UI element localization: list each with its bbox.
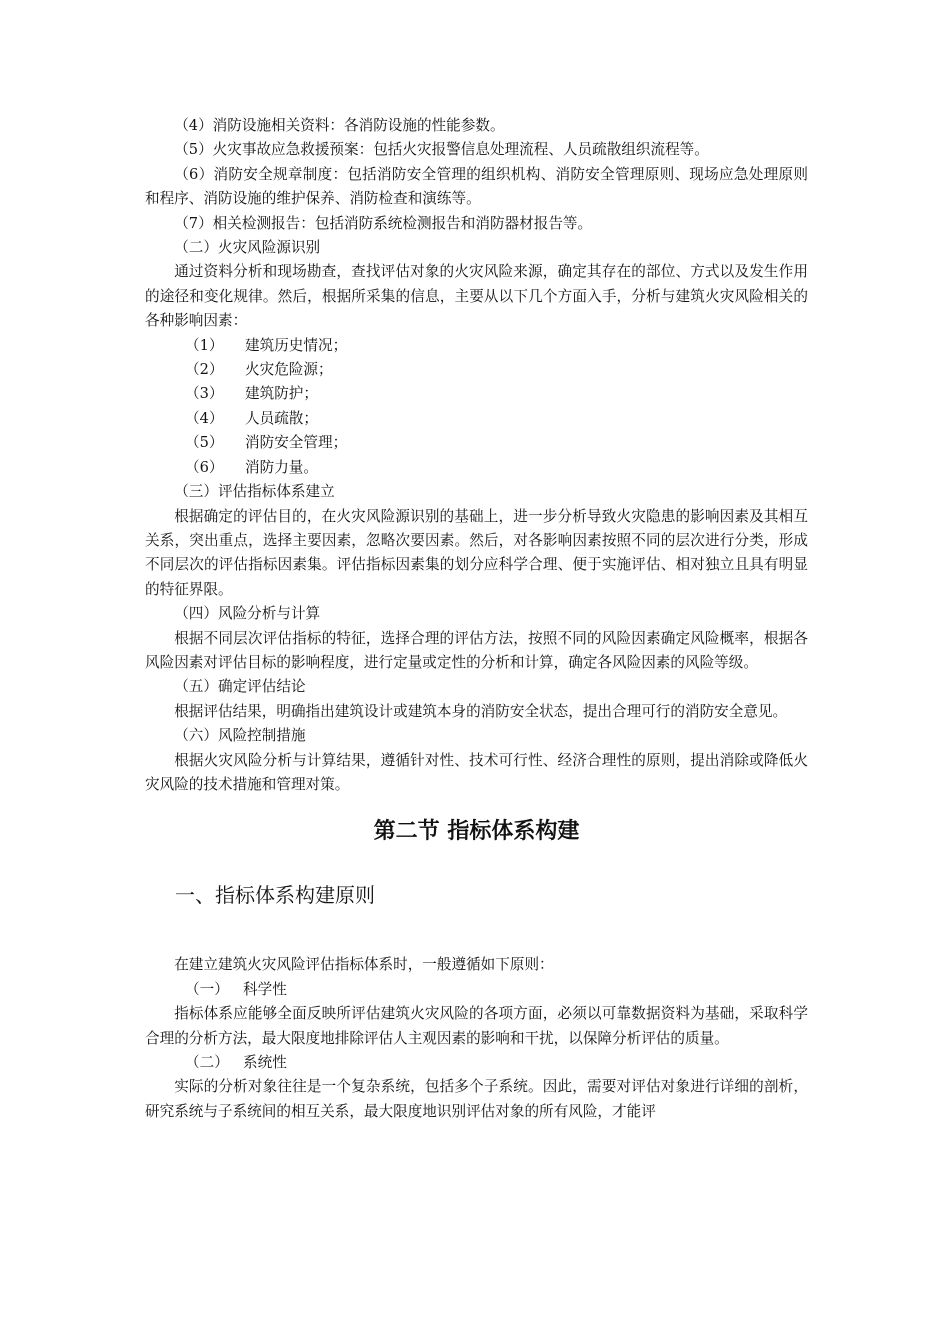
section-body-5: 根据评估结果，明确指出建筑设计或建筑本身的消防安全状态，提出合理可行的消防安全意见。 (174, 702, 788, 720)
paragraph-item-4: （4）消防设施相关资料：各消防设施的性能参数。 (174, 117, 505, 134)
list-item (145, 456, 808, 480)
section-heading-4: （四）风险分析与计算 (174, 605, 321, 623)
list-item-text: 人员疏散； (245, 409, 318, 427)
principle-title: 系统性 (243, 1054, 287, 1071)
principle-title: 科学性 (243, 980, 287, 998)
list-item (145, 382, 808, 406)
chapter-title: 第二节 指标体系构建 (373, 819, 580, 845)
spacer (145, 797, 808, 817)
paragraph-item-5: （5）火灾事故应急救援预案：包括火灾报警信息处理流程、人员疏散组织流程等。 (174, 141, 709, 159)
section-heading-3: （三）评估指标体系建立 (174, 483, 335, 501)
spacer (145, 847, 808, 881)
list-item (145, 407, 808, 431)
principle-number: （二） (185, 1054, 229, 1071)
list-item-number: （6） (185, 458, 224, 476)
section-body-4: 根据不同层次评估指标的特征，选择合理的评估方法，按照不同的风险因素确定风险概率，根据各风险因素对评估目标的影响程度，进行定量或定性的分析和计算，确定各风险因素的风险等级。 (145, 629, 808, 671)
principle-heading-2 (145, 1051, 808, 1075)
list-item-number: （3） (185, 385, 224, 403)
principle-body-2: 实际的分析对象往往是一个复杂系统，包括多个子系统。因此，需要对评估对象进行详细的剖析，研究系统与子系统间的相互关系，最大限度地识别评估对象的所有风险，才能评 (145, 1078, 808, 1120)
paragraph-item-6: （6）消防安全规章制度：包括消防安全管理的组织机构、消防安全管理原则、现场应急处理原则和程序、消防设施的维护保养、消防检查和演练等。 (145, 165, 808, 208)
list-item-number: （1） (185, 336, 224, 354)
principle-body-1: 指标体系应能够全面反映所评估建筑火灾风险的各项方面，必须以可靠数据资料为基础，采取科学合理的分析方法，最大限度地排除评估人主观因素的影响和干扰，以保障分析评估的质量。 (145, 1005, 808, 1047)
spacer (145, 909, 808, 953)
subsection-title: 一、指标体系构建原则 (175, 883, 375, 908)
section-body-6: 根据火灾风险分析与计算结果，遵循针对性、技术可行性、经济合理性的原则，提出消除或降低火灾风险的技术措施和管理对策。 (145, 751, 808, 793)
principle-heading-1 (145, 978, 808, 1002)
principle-number: （一） (185, 980, 229, 998)
paragraph-item-7: （7）相关检测报告：包括消防系统检测报告和消防器材报告等。 (174, 214, 593, 232)
list-item-number: （4） (185, 409, 224, 427)
document-page (145, 114, 808, 1124)
section-heading-5: （五）确定评估结论 (174, 678, 306, 696)
list-item-text: 消防安全管理； (245, 434, 348, 452)
list-item (145, 334, 808, 358)
list-item-number: （5） (185, 434, 224, 452)
list-item-text: 消防力量。 (245, 458, 318, 476)
list-item-text: 建筑历史情况； (245, 336, 348, 354)
list-item-number: （2） (185, 361, 224, 379)
list-item (145, 431, 808, 455)
list-item (145, 358, 808, 382)
section-body-3: 根据确定的评估目的，在火灾风险源识别的基础上，进一步分析导致火灾隐患的影响因素及其相互关系，突出重点，选择主要因素，忽略次要因素。然后，对各影响因素按照不同的层次进行分类，形成不同层次的评估指标因素集。评估指标因素集的划分应科学合理、便于实施评估、相对独立且具有明显的特征界限。 (145, 507, 808, 598)
section-body-2: 通过资料分析和现场勘查，查找评估对象的火灾风险来源，确定其存在的部位、方式以及发生作用的途径和变化规律。然后，根据所采集的信息，主要从以下几个方面入手，分析与建筑火灾风险相关的各种影响因素： (145, 263, 808, 330)
principles-intro: 在建立建筑火灾风险评估指标体系时，一般遵循如下原则： (174, 956, 554, 974)
section-heading-6: （六）风险控制措施 (174, 727, 306, 745)
list-item-text: 建筑防护； (245, 385, 318, 403)
list-item-text: 火灾危险源； (245, 361, 333, 379)
section-heading-2: （二）火灾风险源识别 (174, 239, 321, 257)
